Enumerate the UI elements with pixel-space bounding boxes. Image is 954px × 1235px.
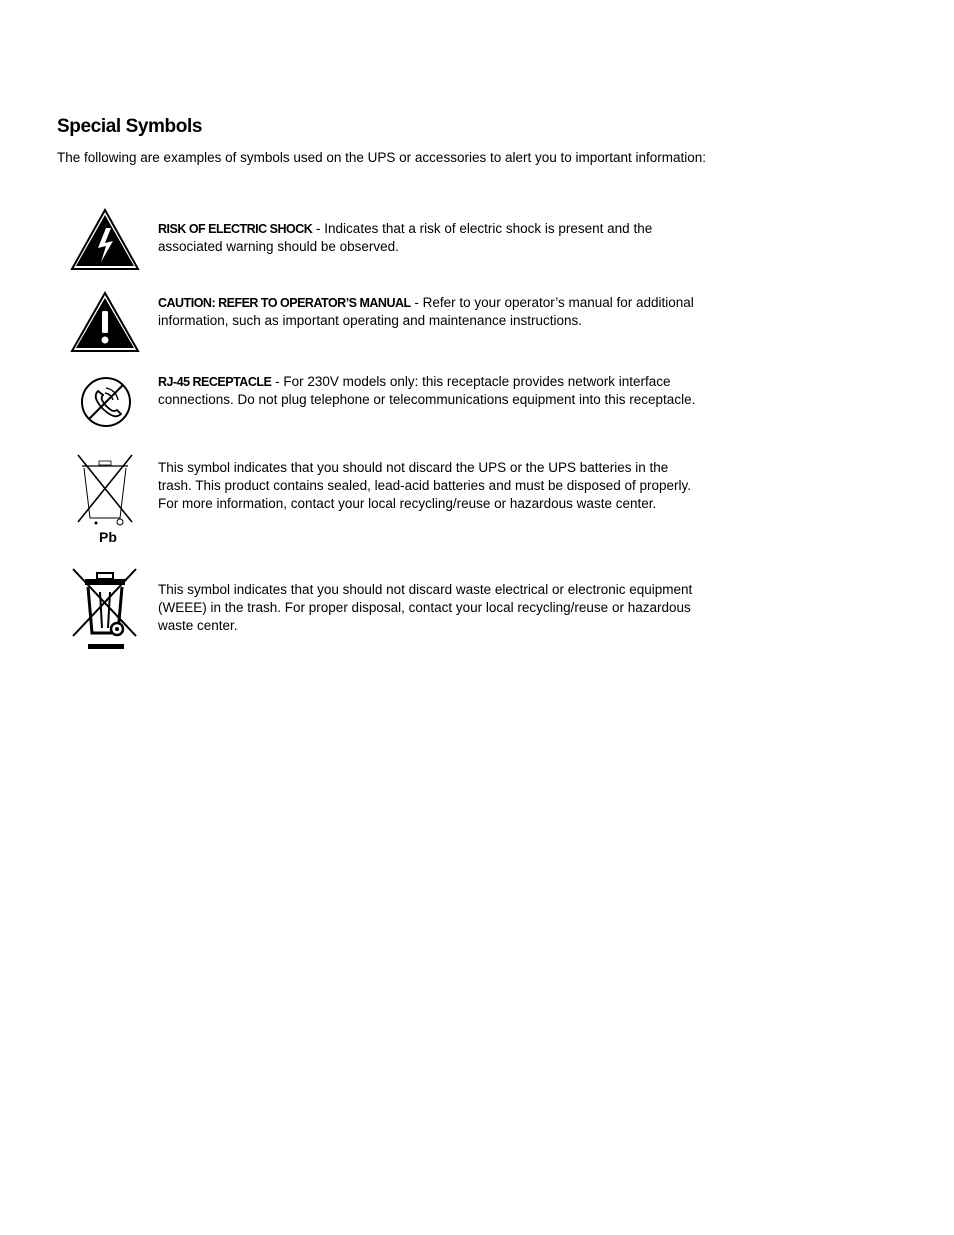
intro-paragraph: The following are examples of symbols used on the UPS or accessories to alert you to important information: (57, 150, 707, 165)
page-title: Special Symbols (57, 116, 203, 137)
symbol-term: CAUTION: REFER TO OPERATOR’S MANUAL (158, 296, 411, 310)
symbol-text: This symbol indicates that you should not discard the UPS or the UPS batteries in the trash. This product contains sealed, lead-acid batteries and must be disposed of properly. For more information, contact your local recycling/reuse or hazardous waste center. (158, 460, 692, 511)
symbol-text: This symbol indicates that you should not discard waste electrical or electronic equipment (WEEE) in the trash. For proper disposal, contact your local recycling/reuse or hazardous waste center. (158, 582, 693, 633)
symbol-description (158, 581, 698, 635)
symbol-text: - For 230V models only: this receptacle provides network interface connections. Do not plug telephone or telecommunications equipment into this receptacle. (158, 374, 696, 407)
symbol-term: RISK OF ELECTRIC SHOCK (158, 222, 313, 236)
symbol-description (158, 459, 698, 513)
symbol-text: - Refer to your operator’s manual for additional information, such as important operating and maintenance instructions. (158, 295, 694, 328)
caution-exclamation-icon (70, 291, 140, 353)
crossed-bin-pb-icon (70, 452, 140, 546)
symbol-description (158, 373, 698, 409)
symbol-description (158, 220, 698, 256)
no-telephone-icon (70, 373, 140, 431)
weee-crossed-bin-icon (70, 565, 140, 655)
pb-label: Pb (99, 529, 117, 545)
symbol-term: RJ-45 RECEPTACLE (158, 375, 272, 389)
symbol-description (158, 294, 698, 330)
symbol-text: - Indicates that a risk of electric shock is present and the associated warning should be observed. (158, 221, 653, 254)
electric-shock-warning-icon (70, 208, 140, 272)
